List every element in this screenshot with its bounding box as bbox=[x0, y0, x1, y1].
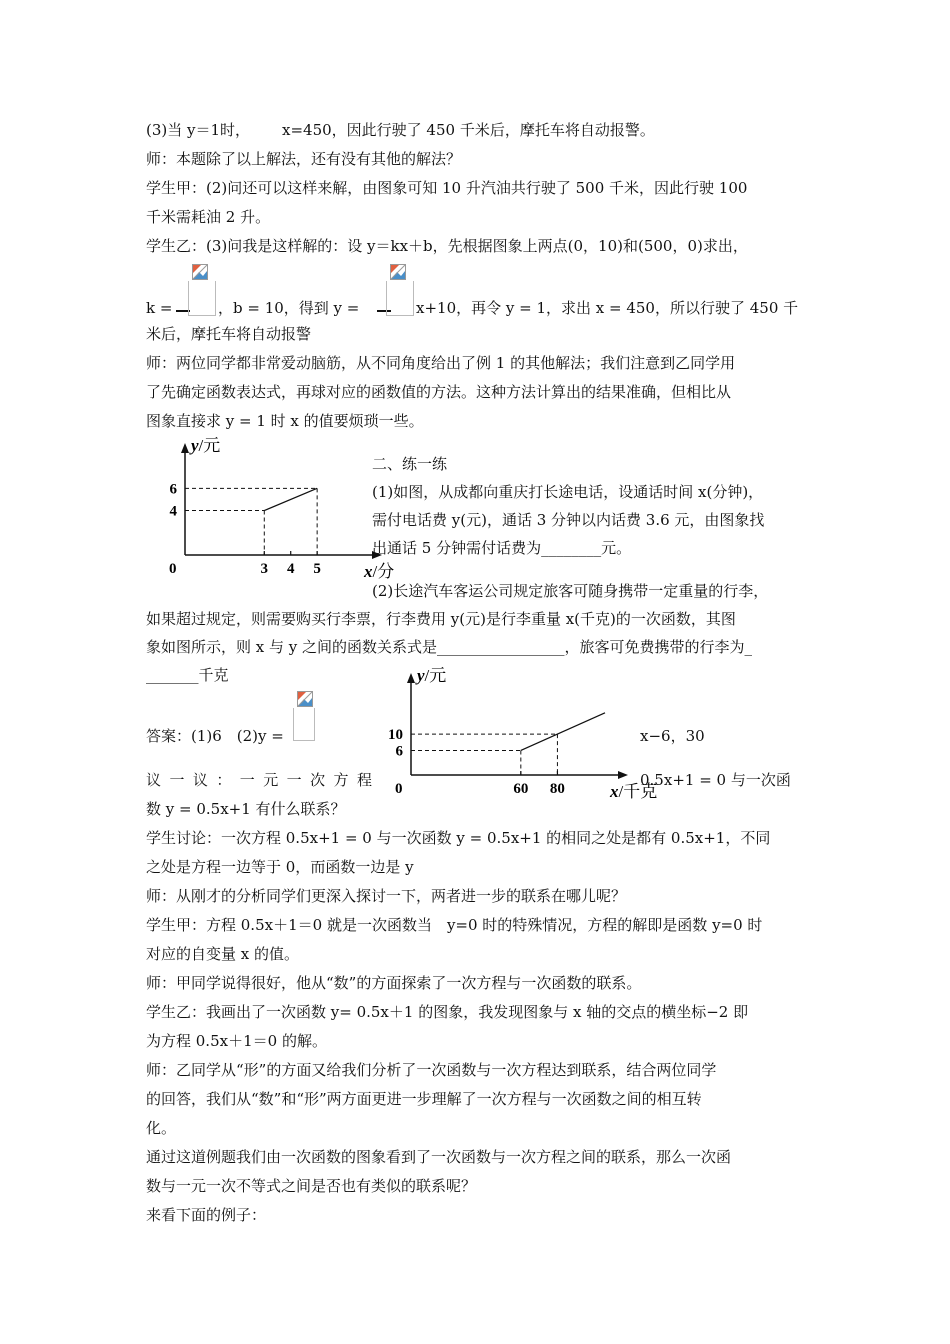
text-line: 的回答，我们从“数”和“形”两方面更进一步理解了一次方程与一次函数之间的相互转 bbox=[146, 1090, 702, 1108]
text-line: k = bbox=[146, 299, 173, 317]
answer-line: x−6，30 bbox=[640, 727, 705, 745]
text-line: 师：本题除了以上解法，还有没有其他的解法？ bbox=[146, 150, 462, 168]
x-axis-label: x/分 bbox=[364, 562, 395, 581]
text-line: 0.5x+1 = 0 与一次函 bbox=[640, 771, 791, 789]
broken-image-icon bbox=[192, 264, 208, 280]
text-line: 出通话 5 分钟需付话费为________元。 bbox=[372, 539, 632, 557]
text-line: 学生乙：(3)问我是这样解的：设 y＝kx＋b，先根据图象上两点(0，10)和(500，0)求出， bbox=[146, 237, 748, 255]
x-tick-label: 3 bbox=[260, 561, 269, 577]
text-line: _______千克 bbox=[146, 666, 229, 684]
text-line: 化。 bbox=[146, 1119, 177, 1137]
y-tick-label: 10 bbox=[388, 727, 403, 744]
y-axis-label: y/元 bbox=[417, 666, 447, 685]
text-line: 来看下面的例子： bbox=[146, 1206, 267, 1224]
text-line: 米后，摩托车将自动报警 bbox=[146, 325, 312, 343]
text-line: 学生讨论：一次方程 0.5x+1 = 0 与一次函数 y = 0.5x+1 的相同之处是都有 0.5x+1，不同 bbox=[146, 829, 771, 847]
image-frame bbox=[188, 281, 216, 316]
text-line: 图象直接求 y = 1 时 x 的值要烦琐一些。 bbox=[146, 412, 424, 430]
text-line: 议 一 议 ： 一 元 一 次 方 程 bbox=[146, 771, 372, 789]
x-axis-label: x/千克 bbox=[610, 782, 658, 801]
y-tick-label: 6 bbox=[395, 743, 403, 760]
image-frame bbox=[386, 281, 414, 316]
text-line: 千米需耗油 2 升。 bbox=[146, 208, 271, 226]
x-tick-label: 4 bbox=[286, 561, 295, 577]
section-heading: 二、练一练 bbox=[372, 455, 448, 473]
text-line: 学生甲：(2)问还可以这样来解，由图象可知 10 升汽油共行驶了 500 千米，因此行驶 100 bbox=[146, 179, 748, 197]
y-axis-arrow bbox=[181, 443, 189, 453]
text-line: 数 y = 0.5x+1 有什么联系？ bbox=[146, 800, 346, 818]
text-line: 如果超过规定，则需要购买行李票，行李费用 y(元)是行李重量 x(千克)的一次函数，其图 bbox=[146, 610, 736, 628]
text-line: 需付电话费 y(元)，通话 3 分钟以内话费 3.6 元，由图象找 bbox=[372, 511, 765, 529]
text-line: (2)长途汽车客运公司规定旅客可随身携带一定重量的行李， bbox=[372, 582, 769, 600]
text-line: (1)如图，从成都向重庆打长途电话，设通话时间 x(分钟)， bbox=[372, 483, 764, 501]
series-line bbox=[264, 488, 317, 510]
text-line: 数与一元一次不等式之间是否也有类似的联系呢？ bbox=[146, 1177, 477, 1195]
y-axis-arrow bbox=[407, 673, 415, 683]
y-tick-label: 4 bbox=[169, 503, 177, 520]
x-tick-label: 60 bbox=[513, 781, 529, 797]
text-line: 师：从刚才的分析同学们更深入探讨一下，两者进一步的联系在哪儿呢？ bbox=[146, 887, 627, 905]
text-line: ，b = 10，得到 y = bbox=[218, 299, 360, 317]
text-line: 学生乙：我画出了一次函数 y= 0.5x＋1 的图象，我发现图象与 x 轴的交点的横坐标−2 即 bbox=[146, 1003, 749, 1021]
x-tick-label: 80 bbox=[549, 781, 565, 797]
text-line: 师：两位同学都非常爱动脑筋，从不同角度给出了例 1 的其他解法；我们注意到乙同学用 bbox=[146, 354, 736, 372]
text-line: 对应的自变量 x 的值。 bbox=[146, 945, 299, 963]
text-line: x+10，再令 y = 1，求出 x = 450，所以行驶了 450 千 bbox=[416, 299, 799, 317]
text-line: 师：甲同学说得很好，他从“数”的方面探索了一次方程与一次函数的联系。 bbox=[146, 974, 642, 992]
y-tick-label: 6 bbox=[169, 481, 177, 498]
text-line: 学生甲：方程 0.5x＋1＝0 就是一次函数当 y=0 时的特殊情况，方程的解即是函数 y=0 时 bbox=[146, 916, 763, 934]
text-line: x=450，因此行驶了 450 千米后，摩托车将自动报警。 bbox=[282, 121, 655, 139]
x-tick-label: 5 bbox=[313, 561, 321, 577]
origin-label: 0 bbox=[395, 781, 403, 797]
text-line: 为方程 0.5x＋1＝0 的解。 bbox=[146, 1032, 327, 1050]
broken-image-icon bbox=[390, 264, 406, 280]
image-frame bbox=[293, 708, 315, 741]
text-line: (3)当 y＝1时， bbox=[146, 121, 251, 139]
y-axis-label: y/元 bbox=[191, 436, 221, 455]
text-line: 了先确定函数表达式，再球对应的函数值的方法。这种方法计算出的结果准确，但相比从 bbox=[146, 383, 732, 401]
series-line bbox=[521, 713, 605, 751]
chart-luggage-fee bbox=[376, 666, 658, 812]
chart-phone-fee bbox=[140, 436, 395, 590]
origin-label: 0 bbox=[169, 561, 177, 577]
broken-image-icon bbox=[297, 691, 313, 707]
text-line: 通过这道例题我们由一次函数的图象看到了一次函数与一次方程之间的联系，那么一次函 bbox=[146, 1148, 732, 1166]
x-axis-arrow bbox=[618, 771, 628, 779]
text-line: 师：乙同学从“形”的方面又给我们分析了一次函数与一次方程达到联系，结合两位同学 bbox=[146, 1061, 717, 1079]
text-line: 之处是方程一边等于 0，而函数一边是 y bbox=[146, 858, 414, 876]
answer-line: 答案：(1)6 (2)y = bbox=[146, 727, 284, 745]
text-line: 象如图所示，则 x 与 y 之间的函数关系式是_________________，旅客可免费携带的行李为_ bbox=[146, 638, 753, 656]
